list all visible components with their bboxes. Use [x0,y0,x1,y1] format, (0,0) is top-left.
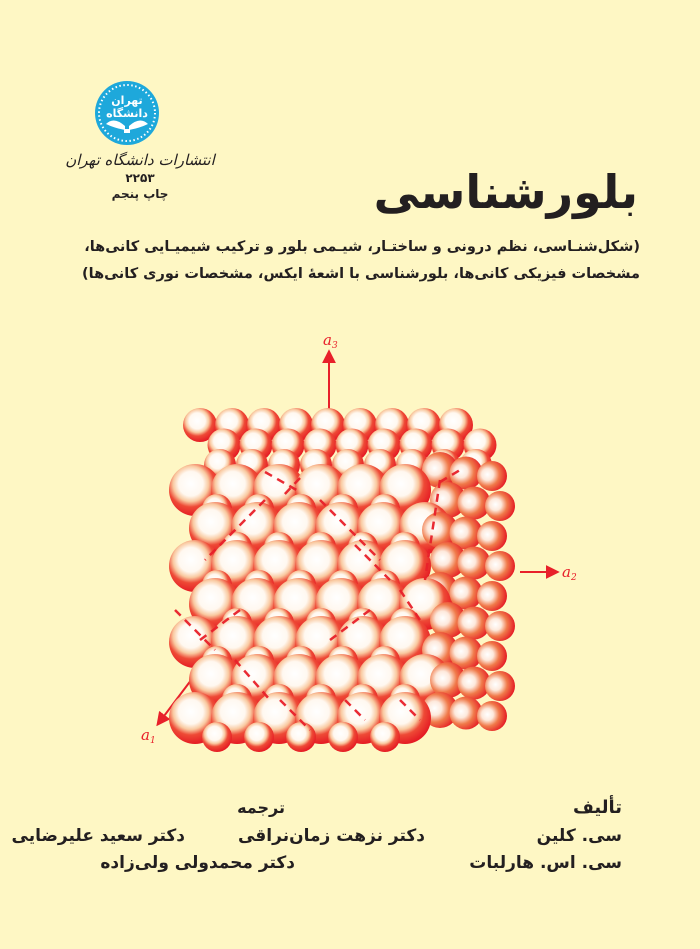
svg-text:دانشگاه: دانشگاه [106,107,148,120]
author-2: سی. اس. هارلبات [469,853,622,873]
translator-2: دکتر سعید علیرضایی [11,826,185,846]
translators-heading: ترجمه [237,798,285,817]
svg-text:تهران: تهران [111,94,143,107]
sphere-cluster [169,408,515,752]
axis-label-a2: $a_2$ [562,563,577,583]
series-number: ۲۲۵۳ [125,171,155,185]
translator-1: دکتر نزهت زمان‌نراقی [237,826,425,846]
edition-label: چاپ پنجم [111,187,169,201]
book-title: بلورشناسی [373,165,638,219]
university-logo-icon [94,80,160,146]
axis-label-a3: $a_3$ [323,331,338,351]
book-subtitle [40,234,640,288]
axis-label-a1: $a_1$ [141,726,156,746]
author-1: سی. کلین [536,826,622,846]
subtitle-line-1: (شکل‌شنـاسی، نظم درونی و ساختـار، شیـمی بلور و ترکیب شیمیـایی کانی‌ها، [84,239,640,255]
authors-heading: تألیف [572,797,622,818]
subtitle-line-2: مشخصات فیزیکی کانی‌ها، بلورشناسی با اشعهٔ ایکس، مشخصات نوری کانی‌ها) [82,266,640,282]
publisher-name: انتشارات دانشگاه تهران [65,151,215,169]
translator-3: دکتر محمدولی ولی‌زاده [100,853,295,873]
